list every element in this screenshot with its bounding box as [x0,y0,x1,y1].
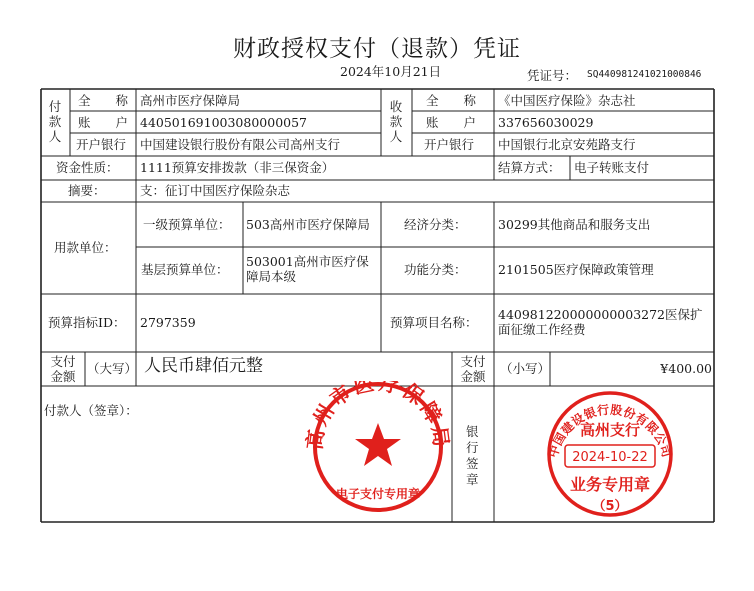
bank-seal-date: 2024-10-22 [572,450,648,465]
bank-sign-label: 银行签章 [466,424,479,487]
econ-label: 经济分类： [404,217,467,232]
payer-seal-name: 高州市医疗保障局 [304,381,452,452]
bank-seal [540,390,680,520]
bank-seal-name: 中国建设银行股份有限公司 [545,402,675,460]
payee-name: 《中国医疗保险》杂志社 [498,93,636,108]
econ-value: 30299其他商品和服务支出 [498,217,651,232]
payer-group-label: 付款人 [48,99,62,144]
amount-upper: 人民币肆佰元整 [144,356,263,376]
voucher-date: 2024年10月21日 [340,64,442,79]
summary: 支：征订中国医疗保险杂志 [140,183,291,198]
lower-label: （小写） [500,361,551,376]
voucher-title: 财政授权支付（退款）凭证 [233,36,521,62]
payee-bank-label: 开户银行 [424,137,475,152]
star-icon [355,423,401,466]
payee-name-label: 全 称 [426,93,477,108]
index-id-label: 预算指标ID： [48,315,126,330]
settle: 电子转账支付 [574,160,650,175]
voucher-no-label: 凭证号： [527,68,578,83]
payer-bank: 中国建设银行股份有限公司高州支行 [140,137,341,152]
project-label: 预算项目名称： [390,315,478,330]
upper-label: （大写） [87,361,138,376]
payer-account: 440501691003080000057 [140,115,308,130]
payee-account-label: 账 户 [426,115,477,130]
index-id: 2797359 [140,315,196,330]
level1-label: 一级预算单位： [143,217,231,232]
base-label: 基层预算单位： [141,262,229,277]
level1-value: 503高州市医疗保障局 [246,217,370,232]
func-value: 2101505医疗保障政策管理 [498,262,654,277]
payer-bank-label: 开户银行 [76,137,127,152]
payer-sign-label: 付款人（签章）： [44,403,138,418]
payee-group-label: 收款人 [389,99,403,144]
payer-seal [304,381,452,513]
amount-label: 支付金额 [50,354,76,384]
payee-bank: 中国银行北京安苑路支行 [498,137,636,152]
settle-label: 结算方式： [498,160,561,175]
bank-seal-sub: 业务专用章 [569,475,651,494]
project-value: 440981220000000003272医保扩面征缴工作经费 [498,307,703,337]
voucher-no: SQ440981241021000846 [587,69,702,80]
payer-account-label: 账 户 [78,115,129,130]
payer-name-label: 全 称 [78,93,129,108]
fund-nature: 1111预算安排拨款（非三保资金） [140,160,335,175]
payer-name: 高州市医疗保障局 [140,93,241,108]
amount-label-right: 支付金额 [460,354,486,384]
summary-label: 摘要： [68,183,106,198]
base-value: 503001高州市医疗保障局本级 [246,254,369,284]
func-label: 功能分类： [404,262,467,277]
payer-seal-sub: 电子支付专用章 [335,487,421,501]
bank-seal-num: （5） [592,499,628,514]
amount-lower: ¥400.00 [660,361,712,376]
payee-account: 337656030029 [498,115,594,130]
fund-nature-label: 资金性质： [56,160,119,175]
bank-seal-branch: 高州支行 [579,421,641,439]
unit-label: 用款单位： [54,240,117,255]
